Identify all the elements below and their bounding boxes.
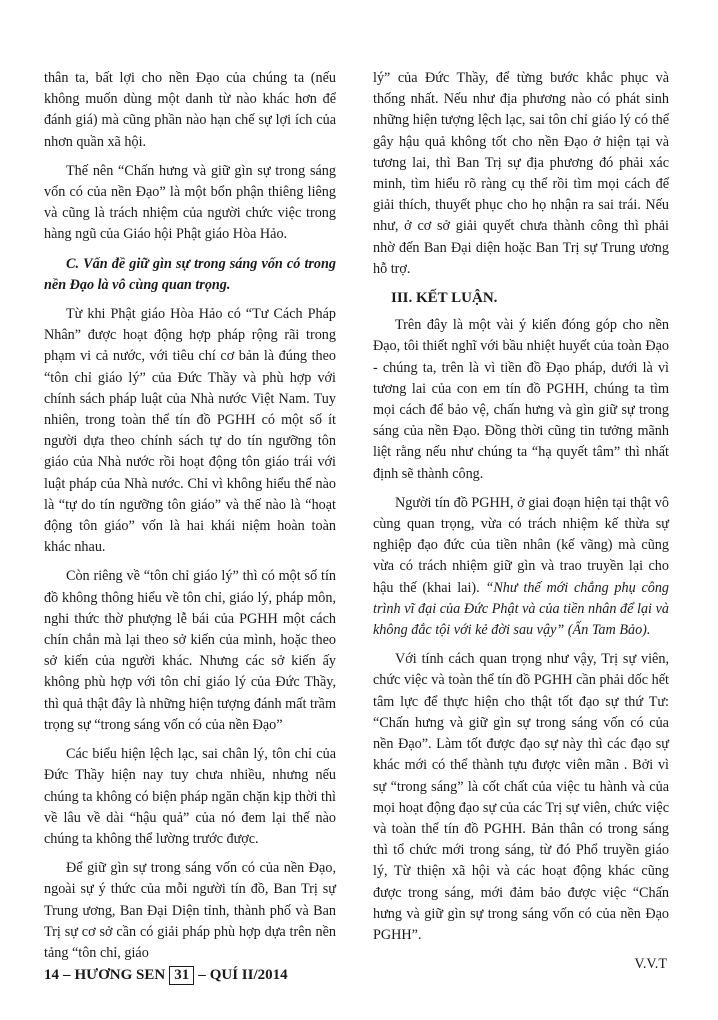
paragraph: Để giữ gìn sự trong sáng vốn có của nền Đạo, ngoài sự ý thức của mỗi người tín đồ, Ban Trị sự Trung ương, Ban Đại Diện tỉnh, thành phố và Ban Trị sự cơ sở cần có giải pháp phù hợp dựa trên nền tảng “tôn chỉ, giáo xyxy=(44,860,336,961)
quote-text: “Như thế mới chẳng phụ công trình vĩ đại của Đức Phật và của tiền nhân để lại và không đắc tội với kẻ đời sau vậy” (Ấn Tam Bảo). xyxy=(373,579,670,639)
page-footer xyxy=(44,966,288,985)
paragraph-text: Người tín đồ PGHH, ở giai đoạn hiện tại thật vô cùng quan trọng, vừa có trách nhiệm kế thừa sự nghiệp đạo đức của tiền nhân (kế vãng) mà cũng vừa có trách nhiệm giữ gìn và trao truyền lại cho hậu thế (khai lai). xyxy=(373,494,669,596)
issue-number-box: 31 xyxy=(169,966,194,985)
paragraph: Còn riêng về “tôn chỉ giáo lý” thì có một số tín đồ không thông hiểu về tôn chỉ, giáo lý, pháp môn, nghi thức thờ phượng lễ bái của PGHH một cách chín chắn mà lại theo sở kiến của mình, hoặc theo sở kiến của người khác. Nhưng các sở kiến ấy không phù hợp với tôn chỉ giáo lý của Đức Thầy, thì quả thật đây là những hiện tượng đánh mất trầm trọng sự “trong sáng vốn có của nền Đạo” xyxy=(44,568,336,733)
issue-quarter: QUÍ II/2014 xyxy=(209,967,288,983)
left-column xyxy=(44,68,336,972)
footer-dash: – xyxy=(198,967,206,983)
page-number: 14 xyxy=(44,967,59,983)
paragraph: thân ta, bất lợi cho nền Đạo của chúng ta (nếu không muốn dùng một danh từ nào khác hơn để đánh giá) mà cũng phần nào hạn chế sự lợi ích của nhơn quần xã hội. xyxy=(44,70,336,150)
author-signature: V.V.T xyxy=(634,956,667,973)
section-heading-conclusion: III. KẾT LUẬN. xyxy=(391,290,498,307)
paragraph: Thế nên “Chấn hưng và giữ gìn sự trong sáng vốn có của nền Đạo” là một bổn phận thiêng liêng và cũng là trách nhiệm của người chức việc trong hàng ngũ của Giáo hội Phật giáo Hòa Hảo. xyxy=(44,162,336,243)
paragraph: Các biểu hiện lệch lạc, sai chân lý, tôn chỉ của Đức Thầy hiện nay tuy chưa nhiều, nhưng nếu chúng ta không có biện pháp ngăn chặn kịp thời thì về lâu về dài “hậu quả” của nó đem lại thế nào chúng ta không thể lường trước được. xyxy=(44,746,336,847)
footer-dash: – xyxy=(63,967,71,983)
paragraph: Với tính cách quan trọng như vậy, Trị sự viên, chức việc và toàn thể tín đồ PGHH cần phải dốc hết tâm lực để thực hiện cho thật tốt đạo sự thứ Tư: “Chấn hưng và giữ gìn sự trong sáng vốn có của nền Đạo”. Làm tốt được đạo sự này thì các đạo sự khác mới có thể thành tựu được viên mãn . Bởi vì sự “trong sáng” là cốt chất của việc tu hành và của mọi hoạt động đạo sự của các Trị sự viên, chức việc và toàn thể tín đồ PGHH. Bản thân có trong sáng thì tổ chức mới trong sáng, từ đó Phổ truyền giáo lý, Từ thiện xã hội và các hoạt động khác cũng được trong sáng, mới đảm bảo được việc “Chấn hưng và giữ gìn sự trong sáng vốn có của nền Đạo PGHH”. xyxy=(373,651,669,943)
paragraph: lý” của Đức Thầy, để từng bước khắc phục và thống nhất. Nếu như địa phương nào có phát sinh những hiện tượng lệch lạc, sai tôn chỉ giáo lý có thể gây hậu quả không tốt cho nền Đạo ở hiện tại và tương lai, thì Ban Trị sự địa phương đó phải xác minh, tìm hiểu rõ ràng cụ thể rồi tìm mọi cách để giải thích, thuyết phục cho họ nhận ra sai trái. Nếu như, ở cơ sở giải quyết chưa thành công thì phải nhờ đến Ban Đại diện hoặc Ban Trị sự Trung ương hỗ trợ. xyxy=(373,70,669,277)
right-column xyxy=(373,68,669,983)
paragraph: Trên đây là một vài ý kiến đóng góp cho nền Đạo, tôi thiết nghĩ với bầu nhiệt huyết của toàn Đạo - chúng ta, trên là vì tiền đồ Đạo pháp, dưới là vì tương lai của con em tín đồ PGHH, chúng ta tìm mọi cách để bảo vệ, chấn hưng và gìn giữ sự trong sáng của nền Đạo. Đồng thời cũng tin tưởng mãnh liệt rằng nếu như chúng ta “hạ quyết tâm” thì nhất định sẽ thành công. xyxy=(373,317,669,482)
paragraph: Từ khi Phật giáo Hòa Hảo có “Tư Cách Pháp Nhân” được hoạt động hợp pháp rộng rãi trong phạm vi cả nước, với tiêu chí cơ bản là đúng theo “tôn chỉ giáo lý” của Đức Thầy và phù hợp với chính sách pháp luật của Nhà nước Việt Nam. Tuy nhiên, trong toàn thể tín đồ PGHH có một số ít người dựa theo chính sách tự do tín ngưỡng tôn giáo của Nhà nước rồi hoạt động tôn giáo trái với luật pháp của Nhà nước. Chỉ vì không hiểu thế nào là “tự do tín ngưỡng tôn giáo” và thế nào là “hoạt động tôn giáo” vốn là hai khái niệm hoàn toàn khác nhau. xyxy=(44,306,336,556)
section-heading-c: C. Vấn đề giữ gìn sự trong sáng vốn có trong nền Đạo là vô cùng quan trọng. xyxy=(44,255,336,293)
paragraph xyxy=(373,493,669,641)
magazine-name: HƯƠNG SEN xyxy=(74,967,166,983)
